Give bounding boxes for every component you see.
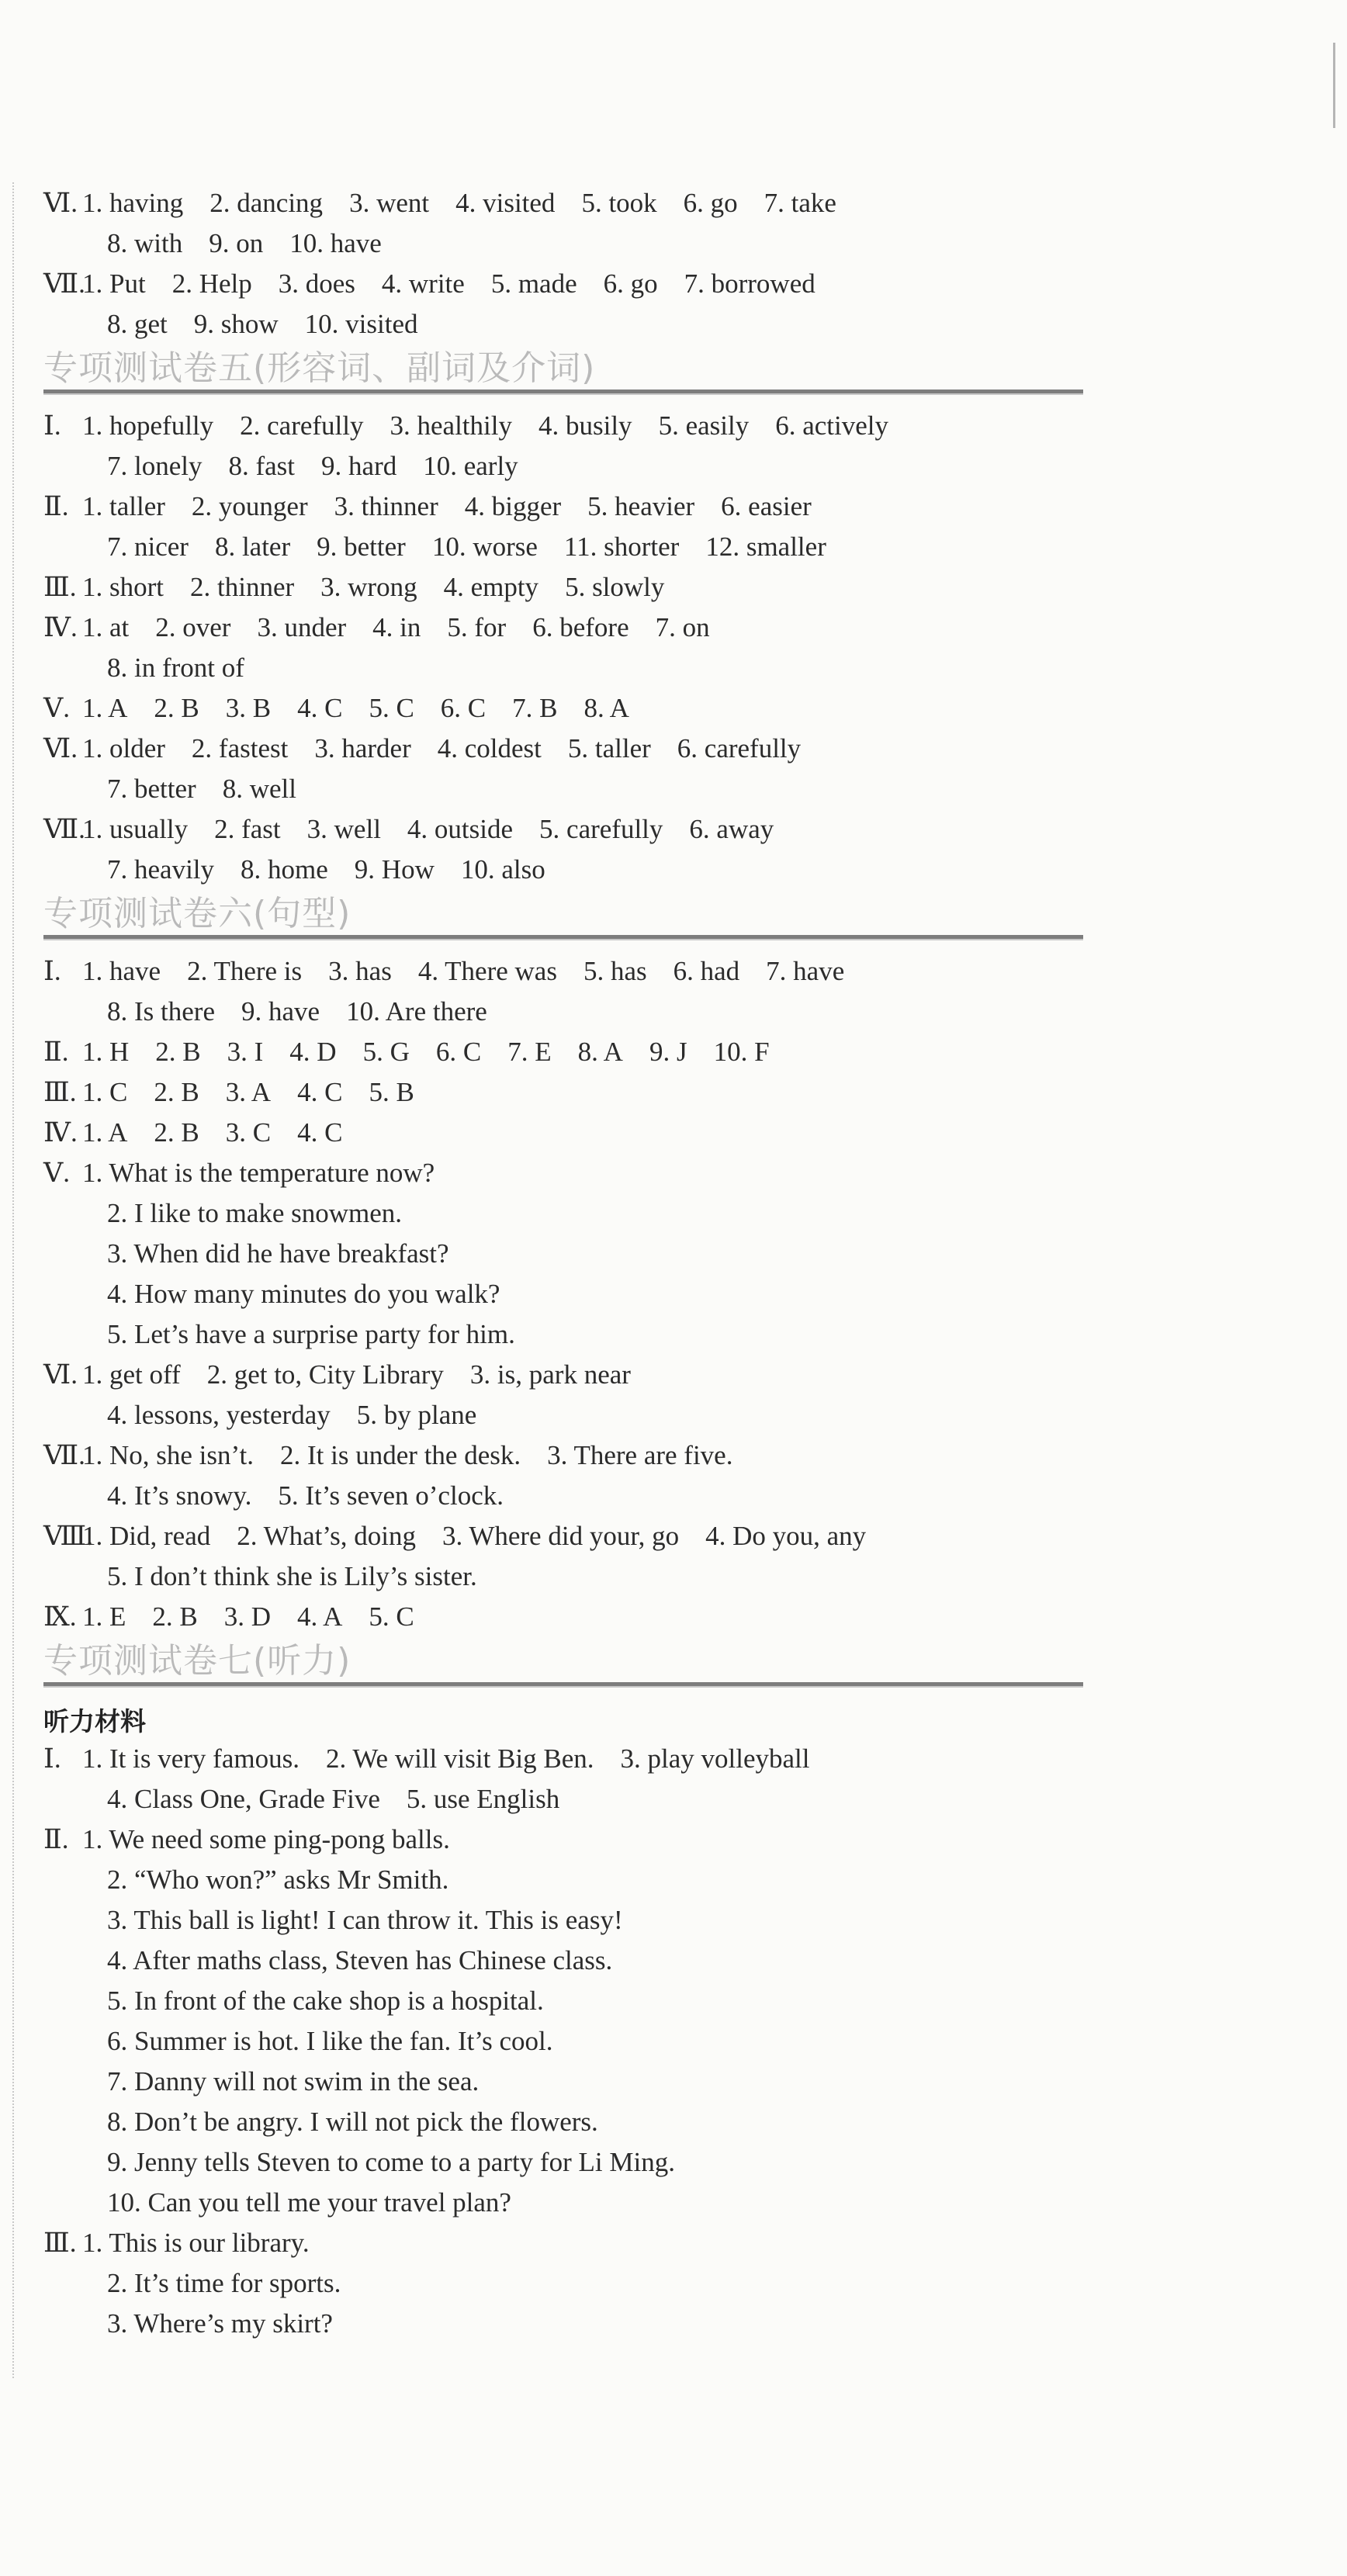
- answer-item: 5. It’s seven o’clock.: [278, 1480, 504, 1511]
- answer-item: 6. carefully: [677, 733, 802, 763]
- answer-item: 8. A: [583, 693, 629, 723]
- answer-item: 5. I don’t think she is Lily’s sister.: [107, 1561, 477, 1591]
- answer-item: 5. heavier: [587, 491, 695, 521]
- answer-item: 8. with: [107, 228, 183, 258]
- answer-line: [43, 1597, 1083, 1637]
- question-group-numeral: Ⅰ.: [43, 956, 61, 986]
- answer-item: 5. G: [362, 1037, 410, 1067]
- answer-item: 2. get to, City Library: [206, 1359, 444, 1390]
- question-group-numeral: Ⅶ.: [43, 814, 85, 844]
- answer-line: [43, 446, 1083, 486]
- answer-line: [43, 223, 1083, 264]
- answer-item: 8. in front of: [107, 653, 244, 683]
- answer-item: 2. What’s, doing: [237, 1521, 416, 1551]
- answer-item: 3. C: [225, 1117, 272, 1148]
- question-group-numeral: Ⅴ.: [43, 693, 71, 723]
- answer-item: 7. lonely: [107, 451, 203, 481]
- answer-item: 1. usually: [82, 814, 189, 844]
- answer-item: 1. H: [82, 1037, 130, 1067]
- answer-item: 8. A: [577, 1037, 623, 1067]
- section-title-rule: [43, 1682, 1083, 1688]
- answer-item: 1. hopefully: [82, 410, 214, 441]
- answer-line: [43, 304, 1083, 345]
- answer-line: [43, 1981, 1083, 2021]
- answer-item: 4. It’s snowy.: [107, 1480, 252, 1511]
- answer-item: 1. have: [82, 956, 161, 986]
- answer-line: [43, 1395, 1083, 1435]
- question-group-numeral: Ⅴ.: [43, 1158, 71, 1188]
- question-group-numeral: Ⅲ.: [43, 572, 77, 602]
- answer-item: 1. It is very famous.: [82, 1743, 300, 1774]
- answer-item: 1. Did, read: [82, 1521, 211, 1551]
- answer-item: 3. This ball is light! I can throw it. This is easy!: [107, 1905, 623, 1935]
- answer-item: 7. on: [655, 612, 710, 642]
- answer-item: 6. before: [532, 612, 629, 642]
- question-group-numeral: Ⅱ.: [43, 491, 69, 521]
- answer-item: 1. A: [82, 693, 128, 723]
- question-group-numeral: Ⅵ.: [43, 733, 78, 763]
- answer-item: 7. heavily: [107, 854, 215, 885]
- answer-item: 3. A: [225, 1077, 272, 1107]
- section-title: 专项测试卷五(形容词、副词及介词): [43, 348, 596, 388]
- answer-item: 3. well: [306, 814, 381, 844]
- answer-item: 2. It’s time for sports.: [107, 2268, 341, 2298]
- answer-item: 8. home: [241, 854, 328, 885]
- answer-item: 8. get: [107, 309, 168, 339]
- answer-item: 4. C: [297, 1077, 343, 1107]
- answer-item: 4. visited: [455, 188, 556, 218]
- answer-item: 4. D: [289, 1037, 337, 1067]
- answer-item: 5. by plane: [356, 1400, 477, 1430]
- answer-item: 7. better: [107, 774, 196, 804]
- answer-item: 3. Where did your, go: [441, 1521, 680, 1551]
- answer-item: 3. play volleyball: [620, 1743, 810, 1774]
- answer-item: 4. write: [381, 268, 465, 299]
- answer-item: 9. Jenny tells Steven to come to a party for Li Ming.: [107, 2147, 675, 2177]
- answer-key-content: [43, 183, 1083, 2344]
- answer-item: 4. There was: [417, 956, 557, 986]
- question-group-numeral: Ⅰ.: [43, 410, 61, 441]
- answer-item: 2. over: [155, 612, 231, 642]
- question-group-numeral: Ⅱ.: [43, 1824, 69, 1854]
- answer-line: [43, 2223, 1083, 2263]
- answer-item: 2. younger: [191, 491, 308, 521]
- answer-line: [43, 1819, 1083, 1860]
- answer-item: 4. empty: [443, 572, 539, 602]
- answer-item: 3. wrong: [320, 572, 417, 602]
- answer-item: 10. F: [713, 1037, 770, 1067]
- answer-item: 8. fast: [228, 451, 296, 481]
- answer-item: 1. taller: [82, 491, 165, 521]
- answer-item: 1. Put: [82, 268, 146, 299]
- section-title-rule: [43, 935, 1083, 940]
- answer-item: 2. B: [152, 1601, 198, 1632]
- answer-item: 8. later: [214, 531, 291, 562]
- answer-line: [43, 486, 1083, 527]
- answer-line: [43, 1072, 1083, 1113]
- answer-item: 1. at: [82, 612, 130, 642]
- answer-line: [43, 406, 1083, 446]
- section-title: 专项测试卷七(听力): [43, 1641, 351, 1681]
- question-group-numeral: Ⅵ.: [43, 188, 78, 218]
- answer-line: [43, 1476, 1083, 1516]
- answer-item: 10. visited: [304, 309, 418, 339]
- answer-item: 1. get off: [82, 1359, 181, 1390]
- answer-item: 7. take: [764, 188, 836, 218]
- answer-item: 4. busily: [538, 410, 632, 441]
- answer-line: [43, 1153, 1083, 1193]
- answer-item: 5. use English: [406, 1784, 560, 1814]
- answer-line: [43, 729, 1083, 769]
- answer-item: 6. easier: [721, 491, 812, 521]
- section-title-rule: [43, 390, 1083, 395]
- answer-item: 8. well: [222, 774, 296, 804]
- answer-line: [43, 992, 1083, 1032]
- answer-line: [43, 567, 1083, 608]
- question-group-numeral: Ⅳ.: [43, 1117, 78, 1148]
- answer-item: 2. There is: [187, 956, 303, 986]
- answer-item: 9. hard: [321, 451, 397, 481]
- answer-item: 2. B: [154, 1077, 199, 1107]
- answer-line: [43, 1314, 1083, 1355]
- answer-item: 4. C: [297, 693, 343, 723]
- answer-item: 4. How many minutes do you walk?: [107, 1279, 500, 1309]
- answer-item: 2. dancing: [209, 188, 324, 218]
- answer-item: 4. in: [372, 612, 421, 642]
- answer-line: [43, 2263, 1083, 2304]
- answer-item: 7. borrowed: [684, 268, 815, 299]
- answer-item: 5. C: [369, 1601, 414, 1632]
- answer-item: 4. C: [297, 1117, 343, 1148]
- question-group-numeral: Ⅱ.: [43, 1037, 69, 1067]
- answer-item: 10. have: [289, 228, 382, 258]
- answer-item: 4. coldest: [437, 733, 542, 763]
- answer-item: 2. thinner: [190, 572, 295, 602]
- answer-item: 11. shorter: [563, 531, 680, 562]
- answer-item: 5. taller: [567, 733, 651, 763]
- answer-item: 4. Class One, Grade Five: [107, 1784, 380, 1814]
- section-subheading: 听力材料: [43, 1706, 146, 1736]
- answer-item: 5. B: [369, 1077, 414, 1107]
- answer-item: 6. had: [673, 956, 740, 986]
- answer-item: 4. Do you, any: [705, 1521, 867, 1551]
- answer-item: 4. After maths class, Steven has Chinese class.: [107, 1945, 613, 1975]
- answer-line: [43, 183, 1083, 223]
- answer-item: 9. show: [193, 309, 279, 339]
- answer-line: [43, 850, 1083, 890]
- answer-item: 2. We will visit Big Ben.: [325, 1743, 594, 1774]
- question-group-numeral: Ⅲ.: [43, 2228, 77, 2258]
- answer-item: 5. made: [490, 268, 577, 299]
- answer-item: 8. Is there: [107, 996, 215, 1027]
- answer-line: [43, 1556, 1083, 1597]
- answer-item: 4. bigger: [464, 491, 562, 521]
- answer-item: 9. have: [241, 996, 320, 1027]
- answer-item: 3. does: [278, 268, 355, 299]
- answer-item: 2. It is under the desk.: [280, 1440, 521, 1470]
- question-group-numeral: Ⅷ.: [43, 1521, 93, 1551]
- answer-item: 7. Danny will not swim in the sea.: [107, 2066, 480, 2096]
- answer-item: 6. Summer is hot. I like the fan. It’s cool.: [107, 2026, 553, 2056]
- answer-item: 6. C: [435, 1037, 482, 1067]
- answer-line: [43, 1355, 1083, 1395]
- answer-item: 1. No, she isn’t.: [82, 1440, 255, 1470]
- answer-item: 5. slowly: [565, 572, 665, 602]
- question-group-numeral: Ⅵ.: [43, 1359, 78, 1390]
- page-corner-mark: [1333, 43, 1335, 128]
- question-group-numeral: Ⅶ.: [43, 268, 85, 299]
- answer-item: 3. is, park near: [469, 1359, 631, 1390]
- answer-line: [43, 1032, 1083, 1072]
- question-group-numeral: Ⅶ.: [43, 1440, 85, 1470]
- answer-item: 8. Don’t be angry. I will not pick the flowers.: [107, 2107, 598, 2137]
- question-group-numeral: Ⅸ.: [43, 1601, 77, 1632]
- answer-line: [43, 608, 1083, 648]
- answer-item: 9. How: [354, 854, 435, 885]
- answer-line: [43, 1739, 1083, 1779]
- answer-item: 3. thinner: [334, 491, 438, 521]
- answer-line: [43, 527, 1083, 567]
- answer-line: [43, 1234, 1083, 1274]
- question-group-numeral: Ⅳ.: [43, 612, 78, 642]
- answer-item: 9. on: [209, 228, 264, 258]
- answer-item: 4. lessons, yesterday: [107, 1400, 331, 1430]
- question-group-numeral: Ⅰ.: [43, 1743, 61, 1774]
- answer-line: [43, 1516, 1083, 1556]
- answer-item: 3. D: [223, 1601, 272, 1632]
- answer-item: 6. C: [440, 693, 487, 723]
- answer-item: 12. smaller: [705, 531, 826, 562]
- answer-line: [43, 2102, 1083, 2142]
- answer-line: [43, 688, 1083, 729]
- answer-item: 1. This is our library.: [82, 2228, 310, 2258]
- answer-item: 4. A: [297, 1601, 343, 1632]
- answer-item: 7. have: [766, 956, 845, 986]
- answer-item: 4. outside: [407, 814, 514, 844]
- answer-line: [43, 1193, 1083, 1234]
- answer-item: 6. actively: [775, 410, 888, 441]
- answer-item: 3. has: [328, 956, 392, 986]
- answer-item: 9. J: [649, 1037, 687, 1067]
- answer-item: 10. Are there: [346, 996, 487, 1027]
- binding-dotted-edge: [12, 182, 16, 2378]
- answer-item: 5. for: [447, 612, 507, 642]
- answer-line: [43, 648, 1083, 688]
- answer-item: 2. B: [154, 1117, 199, 1148]
- answer-item: 1. short: [82, 572, 164, 602]
- answer-line: [43, 2062, 1083, 2102]
- answer-item: 5. carefully: [539, 814, 663, 844]
- answer-item: 3. harder: [314, 733, 411, 763]
- answer-item: 5. Let’s have a surprise party for him.: [107, 1319, 515, 1349]
- answer-line: [43, 809, 1083, 850]
- answer-item: 3. I: [227, 1037, 264, 1067]
- answer-item: 6. go: [603, 268, 658, 299]
- answer-line: [43, 951, 1083, 992]
- answer-item: 5. easily: [658, 410, 750, 441]
- answer-item: 1. What is the temperature now?: [82, 1158, 435, 1188]
- answer-item: 7. E: [507, 1037, 552, 1067]
- answer-item: 1. C: [82, 1077, 128, 1107]
- answer-line: [43, 2304, 1083, 2344]
- answer-line: [43, 1274, 1083, 1314]
- answer-item: 5. has: [583, 956, 647, 986]
- answer-item: 1. E: [82, 1601, 126, 1632]
- answer-item: 5. took: [581, 188, 657, 218]
- answer-item: 3. B: [225, 693, 272, 723]
- answer-item: 5. In front of the cake shop is a hospital.: [107, 1986, 544, 2016]
- answer-line: [43, 1779, 1083, 1819]
- answer-item: 2. B: [155, 1037, 201, 1067]
- answer-item: 3. healthily: [390, 410, 512, 441]
- answer-item: 10. worse: [431, 531, 538, 562]
- answer-item: 2. fastest: [191, 733, 289, 763]
- answer-item: 7. B: [512, 693, 558, 723]
- answer-item: 10. also: [460, 854, 545, 885]
- section-title: 专项测试卷六(句型): [43, 894, 351, 933]
- answer-line: [43, 1435, 1083, 1476]
- answer-item: 3. There are five.: [547, 1440, 733, 1470]
- answer-item: 2. I like to make snowmen.: [107, 1198, 403, 1228]
- answer-line: [43, 2142, 1083, 2183]
- answer-line: [43, 1113, 1083, 1153]
- answer-line: [43, 769, 1083, 809]
- answer-item: 5. C: [369, 693, 414, 723]
- answer-line: [43, 1860, 1083, 1900]
- answer-item: 2. carefully: [240, 410, 364, 441]
- answer-item: 6. go: [683, 188, 738, 218]
- answer-item: 10. Can you tell me your travel plan?: [107, 2187, 511, 2218]
- answer-item: 6. away: [689, 814, 774, 844]
- answer-line: [43, 1900, 1083, 1941]
- answer-item: 2. B: [154, 693, 199, 723]
- question-group-numeral: Ⅲ.: [43, 1077, 77, 1107]
- answer-item: 3. went: [349, 188, 430, 218]
- answer-item: 1. having: [82, 188, 184, 218]
- answer-item: 3. When did he have breakfast?: [107, 1238, 449, 1269]
- answer-line: [43, 1941, 1083, 1981]
- answer-item: 9. better: [317, 531, 406, 562]
- answer-item: 1. We need some ping-pong balls.: [82, 1824, 450, 1854]
- answer-item: 2. Help: [171, 268, 252, 299]
- answer-item: 2. fast: [214, 814, 281, 844]
- answer-item: 10. early: [423, 451, 518, 481]
- answer-item: 3. Where’s my skirt?: [107, 2308, 333, 2339]
- answer-line: [43, 2021, 1083, 2062]
- answer-item: 7. nicer: [107, 531, 189, 562]
- answer-item: 1. A: [82, 1117, 128, 1148]
- answer-item: 3. under: [257, 612, 347, 642]
- answer-item: 1. older: [82, 733, 165, 763]
- answer-item: 2. “Who won?” asks Mr Smith.: [107, 1864, 449, 1895]
- answer-line: [43, 2183, 1083, 2223]
- answer-line: [43, 264, 1083, 304]
